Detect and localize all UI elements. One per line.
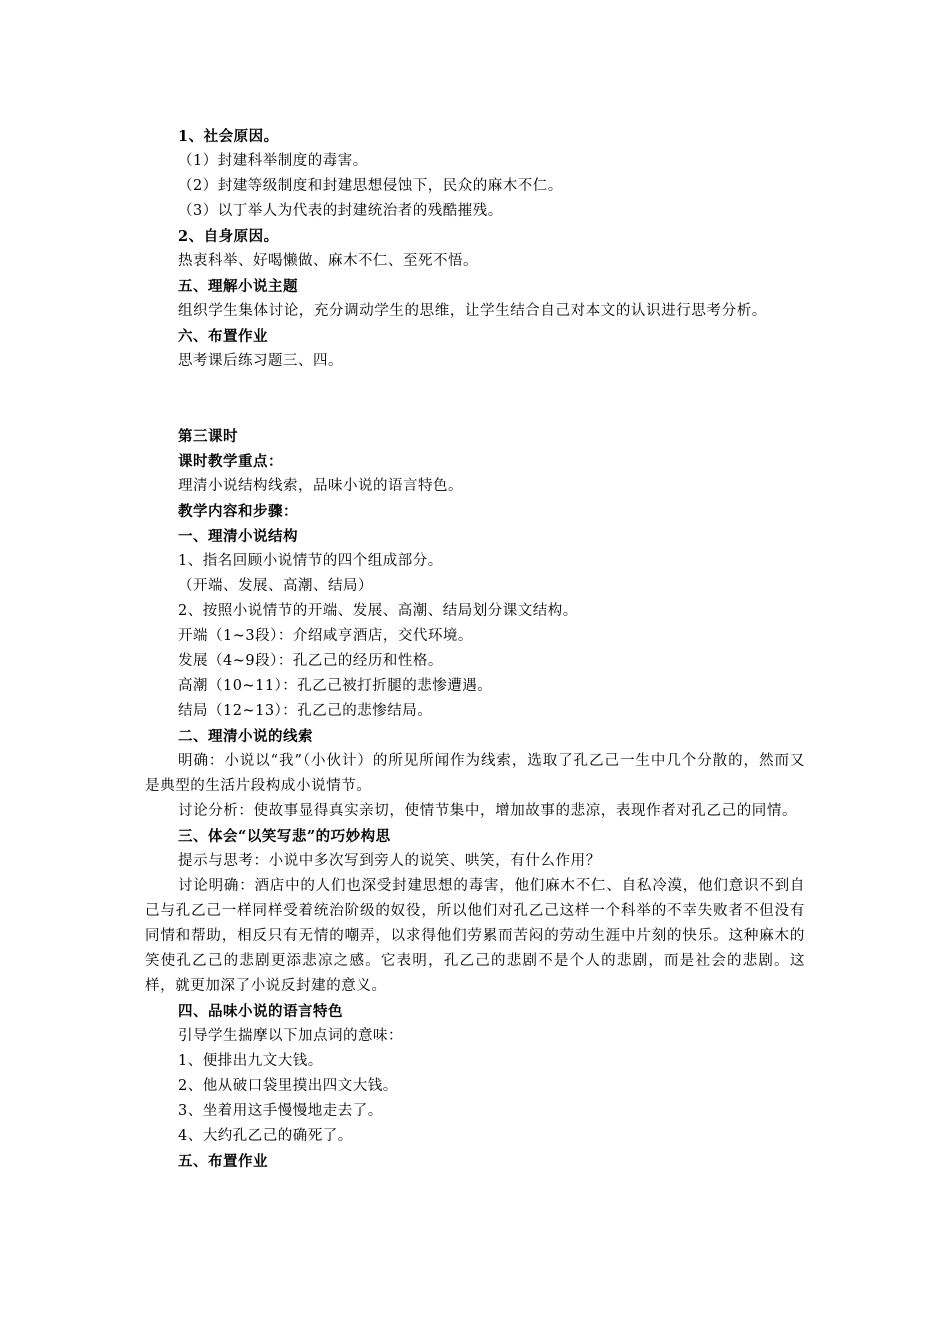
list-item: 1、便排出九文大钱。 <box>178 1053 323 1069</box>
list-item: 1、指名回顾小说情节的四个组成部分。 <box>178 553 443 569</box>
subheading-steps: 教学内容和步骤： <box>178 503 298 520</box>
section-gap <box>145 374 805 424</box>
list-item: 3、坐着用这手慢慢地走去了。 <box>178 1103 383 1119</box>
paragraph-clue-2: 讨论分析：使故事显得真实亲切，使情节集中，增加故事的悲凉，表现作者对孔乙己的同情。 <box>178 803 798 819</box>
document-body <box>145 124 805 1174</box>
subheading-key-points: 课时教学重点： <box>178 453 283 470</box>
body-line: 理清小说结构线索，品味小说的语言特色。 <box>178 478 463 494</box>
section-heading-clue: 二、理清小说的线索 <box>178 728 313 745</box>
list-item: 2、按照小说情节的开端、发展、高潮、结局划分课文结构。 <box>178 603 578 619</box>
list-item: （3）以丁举人为代表的封建统治者的残酷摧残。 <box>178 203 503 219</box>
section-heading-structure: 一、理清小说结构 <box>178 528 298 545</box>
section-heading-laugh: 三、体会“以笑写悲”的巧妙构思 <box>178 828 391 845</box>
list-item: 结局（12~13）：孔乙己的悲惨结局。 <box>178 703 433 719</box>
paragraph-laugh-2: 讨论明确：酒店中的人们也深受封建思想的毒害，他们麻木不仁、自私冷漠，他们意识不到自己与孔乙己一样同样受着统治阶级的奴役，所以他们对孔乙己这样一个科举的不幸失败者不但没有同情和帮助，相反只有无情的嘲弄，以求得他们劳累而苦闷的劳动生涯中片刻的快乐。这种麻木的笑使孔乙己的悲剧更添悲凉之感。它表明，孔乙己的悲剧不是个人的悲剧，而是社会的悲剧。这样，就更加深了小说反封建的意义。 <box>145 878 805 994</box>
body-line: 热衷科举、好喝懒做、麻木不仁、至死不悟。 <box>178 253 478 269</box>
lesson-title: 第三课时 <box>178 428 238 445</box>
list-item: 发展（4~9段）：孔乙己的经历和性格。 <box>178 653 443 669</box>
section-heading-homework-2: 五、布置作业 <box>178 1153 268 1170</box>
paragraph-theme: 组织学生集体讨论，充分调动学生的思维，让学生结合自己对本文的认识进行思考分析。 <box>178 303 767 319</box>
body-line: 思考课后练习题三、四。 <box>178 353 343 369</box>
section-heading-homework: 六、布置作业 <box>178 328 268 345</box>
list-item: 开端（1~3段）：介绍咸亨酒店，交代环境。 <box>178 628 473 644</box>
list-item: （开端、发展、高潮、结局） <box>178 578 373 594</box>
section-heading-theme: 五、理解小说主题 <box>178 278 298 295</box>
subheading-personal-reasons: 2、自身原因。 <box>178 228 279 245</box>
list-item: （2）封建等级制度和封建思想侵蚀下，民众的麻木不仁。 <box>178 178 563 194</box>
list-item: 高潮（10~11）：孔乙己被打折腿的悲惨遭遇。 <box>178 678 493 694</box>
list-item: （1）封建科举制度的毒害。 <box>178 153 368 169</box>
subheading-social-reasons: 1、社会原因。 <box>178 128 279 145</box>
paragraph-clue-1: 明确：小说以“我”（小伙计）的所见所闻作为线索，选取了孔乙己一生中几个分散的，然而又是典型的生活片段构成小说情节。 <box>145 753 805 794</box>
body-line: 引导学生揣摩以下加点词的意味： <box>178 1028 403 1044</box>
paragraph-laugh-1: 提示与思考：小说中多次写到旁人的说笑、哄笑，有什么作用？ <box>178 853 601 869</box>
list-item: 4、大约孔乙己的确死了。 <box>178 1128 353 1144</box>
section-heading-language: 四、品味小说的语言特色 <box>178 1003 343 1020</box>
list-item: 2、他从破口袋里摸出四文大钱。 <box>178 1078 398 1094</box>
